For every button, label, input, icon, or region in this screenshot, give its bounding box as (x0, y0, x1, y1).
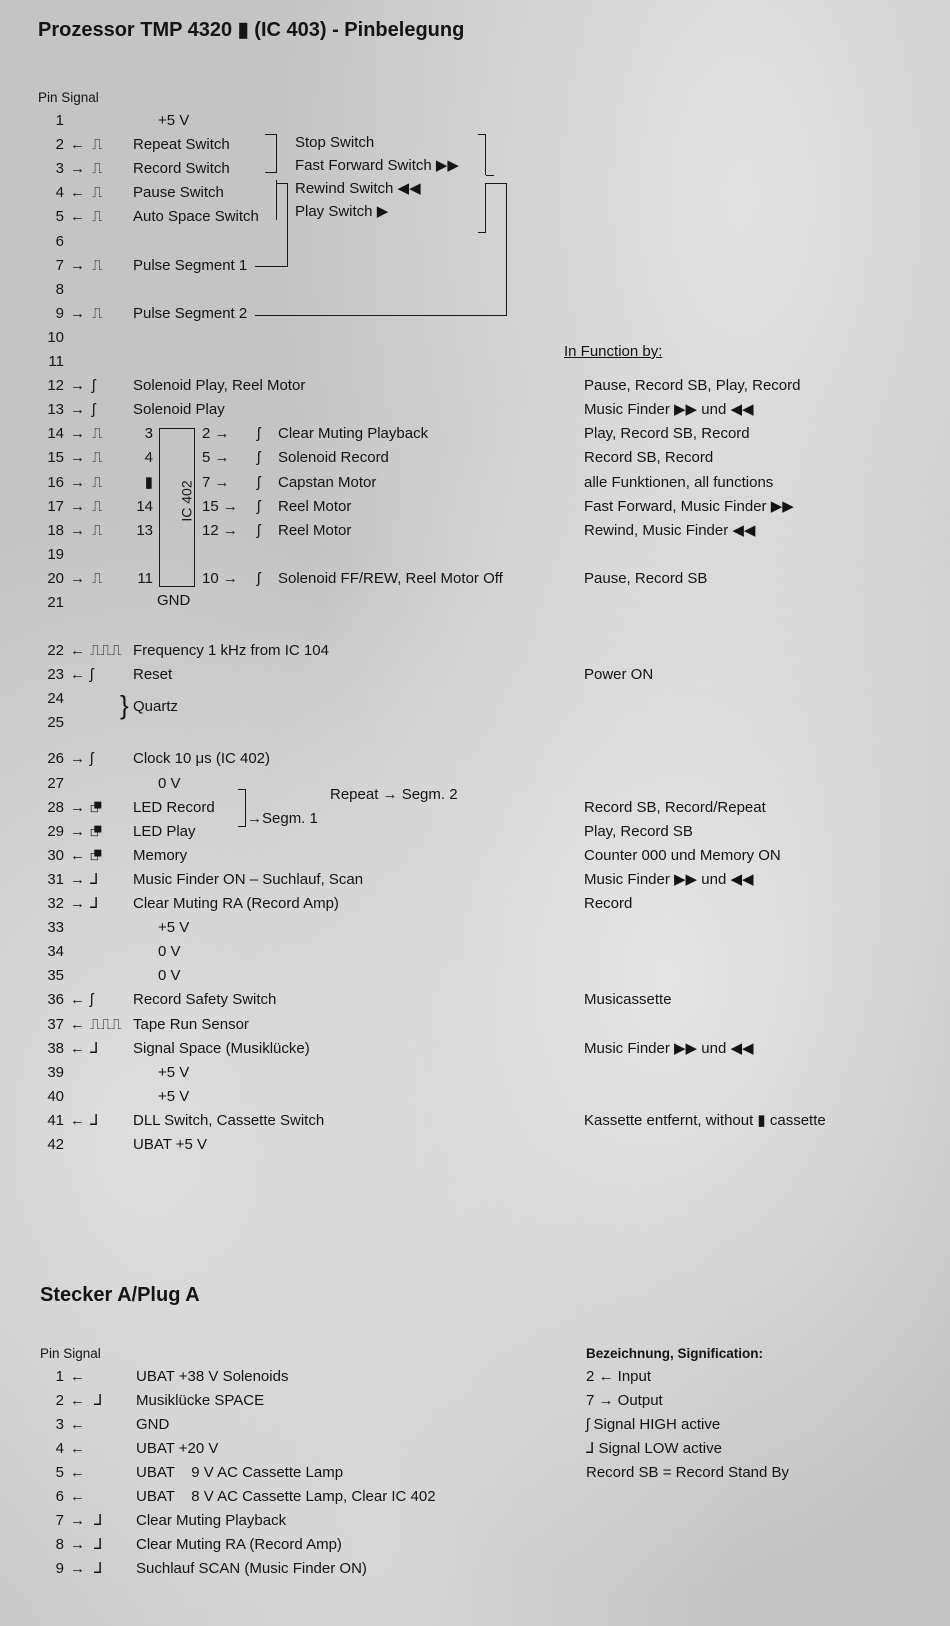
plug-pin-number: 2 (55, 1392, 64, 1409)
page-title: Prozessor TMP 4320 ▮ (IC 403) - Pinbelegung (38, 19, 465, 41)
pin-direction: ← (70, 184, 85, 201)
signal-symbol: ⅃ (94, 1536, 103, 1553)
ic402-gnd: GND (157, 592, 191, 609)
pin-number: 25 (47, 714, 64, 731)
pin-direction: ← (70, 1040, 85, 1057)
signal-symbol: ⅃ (90, 895, 99, 912)
pin-direction: → (70, 750, 85, 767)
pin-number: 17 (47, 498, 64, 515)
pin-number: 13 (47, 401, 64, 418)
pin-signal-label: Music Finder ON – Suchlauf, Scan (133, 871, 364, 888)
ic402-left-pin: 14 (136, 498, 153, 515)
pin-number: 20 (47, 570, 64, 587)
pin-direction: → (70, 823, 85, 840)
signal-symbol: ⎍ (92, 570, 103, 587)
plug-signal-label: GND (136, 1416, 170, 1433)
pin-number: 16 (47, 474, 64, 491)
signal-symbol: ⎍ (92, 425, 103, 442)
pin-number: 6 (55, 233, 64, 250)
repeat-segm-label: Repeat → Segm. 2 (330, 786, 458, 803)
signal-symbol: ⅃ (90, 1112, 99, 1129)
ic402-output-label: Clear Muting Playback (278, 425, 429, 442)
ic402-left-pin: 3 (144, 425, 153, 442)
pin-direction: ← (70, 1392, 85, 1409)
pin-direction: → (70, 871, 85, 888)
ic402-output-pin: 10 → (202, 570, 238, 587)
pin-direction: → (70, 1512, 85, 1529)
signal-symbol: ʃ (90, 666, 94, 683)
ic402-output-pin: 12 → (202, 522, 238, 539)
pin-direction: → (70, 474, 85, 491)
pin-direction: ← (70, 1488, 85, 1505)
quartz-brace: } (120, 690, 129, 720)
pin-signal-label: +5 V (158, 112, 190, 129)
rew-switch-label: Rewind Switch ◀◀ (295, 180, 421, 197)
plug-signal-label: UBAT +38 V Solenoids (136, 1368, 289, 1385)
pin-number: 12 (47, 377, 64, 394)
ic402-left-pin: 4 (144, 449, 153, 466)
plug-signal-label: Suchlauf SCAN (Music Finder ON) (136, 1560, 367, 1577)
in-function-text: Record (584, 895, 633, 912)
pin-direction: ← (70, 1416, 85, 1433)
pin-direction: ← (70, 1464, 85, 1481)
pin-direction: → (70, 425, 85, 442)
signal-symbol: ⎍ (92, 184, 103, 201)
pin-direction: → (70, 449, 85, 466)
in-function-text: Play, Record SB, Record (584, 425, 750, 442)
pin-signal-label: 0 V (158, 967, 181, 984)
quartz-label: Quartz (133, 698, 179, 715)
signal-symbol: ⎍ (92, 136, 103, 153)
signal-symbol: ʃ (257, 522, 261, 539)
pin-direction: → (70, 257, 85, 274)
signal-symbol: ⮻ (90, 823, 103, 840)
ic402-output-pin: 7 → (202, 474, 230, 491)
pin-signal-label: Record Switch (133, 160, 230, 177)
signal-symbol: ʃ (90, 991, 94, 1008)
pin-number: 40 (47, 1088, 64, 1105)
signal-symbol: ⎍ (92, 474, 103, 491)
ic402-left-pin: 13 (136, 522, 153, 539)
pin-signal-label: Clear Muting RA (Record Amp) (133, 895, 339, 912)
pin-direction: → (70, 1560, 85, 1577)
in-function-text: Music Finder ▶▶ und ◀◀ (584, 1040, 754, 1057)
bracket-line (265, 172, 277, 173)
signal-symbol: ʃ (92, 377, 96, 394)
pin-signal-label: Pulse Segment 2 (133, 305, 248, 322)
plug-title: Stecker A/Plug A (40, 1284, 200, 1306)
legend-item: ⅃ Signal LOW active (586, 1440, 722, 1457)
pin-direction: ← (70, 1440, 85, 1457)
bracket-line (245, 789, 246, 827)
pin-direction: → (70, 1536, 85, 1553)
pin-direction: → (70, 498, 85, 515)
pin-direction: → (70, 895, 85, 912)
pin-signal-label: Tape Run Sensor (133, 1016, 249, 1033)
signal-symbol: ⎍ (92, 498, 103, 515)
in-function-text: Music Finder ▶▶ und ◀◀ (584, 401, 754, 418)
pin-number: 24 (47, 690, 64, 707)
plug-pin-number: 5 (55, 1464, 64, 1481)
in-function-text: Kassette entfernt, without ▮ cassette (584, 1112, 826, 1129)
pin-signal-label: Reset (133, 666, 173, 683)
pin-signal-label: +5 V (158, 919, 190, 936)
plug-signal-label: UBAT 8 V AC Cassette Lamp, Clear IC 402 (136, 1488, 436, 1505)
pin-number: 9 (55, 305, 64, 322)
legend-item: Record SB = Record Stand By (586, 1464, 790, 1481)
pin-signal-label: Record Safety Switch (133, 991, 277, 1008)
pin-direction: → (70, 570, 85, 587)
pin-direction: ← (70, 642, 85, 659)
play-switch-label: Play Switch ▶ (295, 203, 389, 220)
plug-signal-label: UBAT 9 V AC Cassette Lamp (136, 1464, 344, 1481)
pin-signal-label: Pause Switch (133, 184, 224, 201)
in-function-text: Pause, Record SB (584, 570, 708, 587)
plug-signal-label: Clear Muting RA (Record Amp) (136, 1536, 342, 1553)
signal-symbol: ⎍⎍⎍ (90, 1016, 122, 1033)
ic402-output-label: Reel Motor (278, 522, 352, 539)
pin-direction: ← (70, 991, 85, 1008)
pin-number: 8 (55, 281, 64, 298)
pin-signal-header: Pin Signal (38, 90, 99, 105)
signal-symbol: ⅃ (94, 1392, 103, 1409)
ic402-box (159, 428, 195, 429)
bracket-line (486, 183, 506, 184)
signal-symbol: ⅃ (94, 1512, 103, 1529)
bracket-line (276, 180, 277, 220)
pin-number: 4 (55, 184, 64, 201)
pin-signal-label: +5 V (158, 1088, 190, 1105)
plug-pin-header: Pin Signal (40, 1346, 101, 1361)
pin-number: 22 (47, 642, 64, 659)
plug-pin-number: 3 (55, 1416, 64, 1433)
pin-number: 19 (47, 546, 64, 563)
bracket-line (478, 232, 486, 233)
pin-direction: ← (70, 1368, 85, 1385)
pin-signal-label: Memory (133, 847, 188, 864)
plug-signal-label: Musiklücke SPACE (136, 1392, 265, 1409)
ic402-output-label: Reel Motor (278, 498, 352, 515)
pin-signal-label: Solenoid Play (133, 401, 225, 418)
pin-direction: → (70, 522, 85, 539)
in-function-text: alle Funktionen, all functions (584, 474, 774, 491)
in-function-text: Play, Record SB (584, 823, 693, 840)
ic402-box (159, 586, 195, 587)
ic402-output-pin: 5 → (202, 449, 230, 466)
bracket-line (238, 826, 246, 827)
pin-number: 27 (47, 775, 64, 792)
plug-pin-number: 6 (55, 1488, 64, 1505)
pin-direction: ← (70, 1016, 85, 1033)
pin-number: 39 (47, 1064, 64, 1081)
in-function-text: Musicassette (584, 991, 672, 1008)
legend-title: Bezeichnung, Signification: (586, 1346, 764, 1361)
in-function-text: Record SB, Record/Repeat (584, 799, 766, 816)
pin-signal-label: LED Play (133, 823, 196, 840)
plug-signal-label: UBAT +20 V (136, 1440, 219, 1457)
pin-number: 15 (47, 449, 64, 466)
pin-signal-label: DLL Switch, Cassette Switch (133, 1112, 325, 1129)
signal-symbol: ʃ (92, 401, 96, 418)
pin-direction: ← (70, 666, 85, 683)
bracket-line (287, 183, 288, 266)
pin-number: 18 (47, 522, 64, 539)
plug-pin-number: 7 (55, 1512, 64, 1529)
pin-number: 29 (47, 823, 64, 840)
plug-pin-number: 8 (55, 1536, 64, 1553)
pin-signal-label: Auto Space Switch (133, 208, 259, 225)
pin-number: 28 (47, 799, 64, 816)
pin-direction: → (70, 401, 85, 418)
pin-direction: → (70, 305, 85, 322)
signal-symbol: ʃ (257, 498, 261, 515)
signal-symbol: ʃ (257, 449, 261, 466)
signal-symbol: ⎍⎍⎍ (90, 642, 122, 659)
pin-number: 37 (47, 1016, 64, 1033)
plug-pin-number: 4 (55, 1440, 64, 1457)
ic402-output-pin: 15 → (202, 498, 238, 515)
signal-symbol: ⅃ (94, 1560, 103, 1577)
pin-number: 42 (47, 1136, 64, 1153)
signal-symbol: ʃ (257, 474, 261, 491)
pin-direction: ← (70, 1112, 85, 1129)
signal-symbol: ʃ (257, 570, 261, 587)
pin-direction: ← (70, 208, 85, 225)
pin-signal-label: 0 V (158, 775, 181, 792)
pin-direction: ← (70, 136, 85, 153)
pin-signal-label: Signal Space (Musiklücke) (133, 1040, 310, 1057)
in-function-text: Fast Forward, Music Finder ▶▶ (584, 498, 794, 515)
in-function-text: Rewind, Music Finder ◀◀ (584, 522, 756, 539)
plug-pin-number: 1 (55, 1368, 64, 1385)
stop-switch-label: Stop Switch (295, 134, 375, 151)
bracket-line (478, 134, 486, 135)
bracket-line (276, 134, 277, 173)
ic402-output-label: Capstan Motor (278, 474, 377, 491)
pin-signal-label: Clock 10 μs (IC 402) (133, 750, 271, 767)
bracket-line (485, 183, 486, 232)
pin-number: 10 (47, 329, 64, 346)
pin-number: 7 (55, 257, 64, 274)
pin-number: 35 (47, 967, 64, 984)
signal-symbol: ⎍ (92, 257, 103, 274)
signal-symbol: ⎍ (92, 522, 103, 539)
pin-signal-label: 0 V (158, 943, 181, 960)
in-function-text: Record SB, Record (584, 449, 714, 466)
pin-number: 23 (47, 666, 64, 683)
ic402-output-pin: 2 → (202, 425, 230, 442)
pin-direction: ← (70, 847, 85, 864)
pin-number: 41 (47, 1112, 64, 1129)
pin-number: 2 (55, 136, 64, 153)
pin-number: 38 (47, 1040, 64, 1057)
pin-direction: → (70, 160, 85, 177)
ff-switch-label: Fast Forward Switch ▶▶ (295, 157, 459, 174)
bracket-line (485, 134, 486, 175)
legend-item: ʃ Signal HIGH active (586, 1416, 721, 1433)
in-function-text: Counter 000 und Memory ON (584, 847, 781, 864)
ic402-label: IC 402 (178, 480, 195, 522)
ic402-box (159, 428, 160, 587)
signal-symbol: ⮻ (90, 799, 103, 816)
pin-signal-label: LED Record (133, 799, 215, 816)
signal-symbol: ⅃ (90, 871, 99, 888)
ic402-left-pin: ▮ (144, 474, 153, 491)
pin-number: 3 (55, 160, 64, 177)
signal-symbol: ʃ (257, 425, 261, 442)
segment2-line (255, 315, 507, 316)
bracket-line (486, 175, 494, 176)
pin-direction: → (70, 377, 85, 394)
in-function-text: Music Finder ▶▶ und ◀◀ (584, 871, 754, 888)
signal-symbol: ⎍ (92, 305, 103, 322)
pin-number: 26 (47, 750, 64, 767)
in-function-text: Power ON (584, 666, 654, 683)
in-function-text: Pause, Record SB, Play, Record (584, 377, 801, 394)
signal-symbol: ⎍ (92, 160, 103, 177)
pin-number: 31 (47, 871, 64, 888)
pin-number: 33 (47, 919, 64, 936)
ic402-output-label: Solenoid Record (278, 449, 389, 466)
pin-signal-label: Solenoid Play, Reel Motor (133, 377, 306, 394)
pin-number: 21 (47, 594, 64, 611)
pin-number: 11 (48, 353, 64, 370)
in-function-header: In Function by: (564, 343, 663, 360)
ic402-left-pin: 11 (137, 570, 153, 587)
pin-number: 34 (47, 943, 64, 960)
pin-number: 1 (55, 112, 64, 129)
pin-signal-label: Repeat Switch (133, 136, 230, 153)
signal-symbol: ⎍ (92, 208, 103, 225)
signal-symbol: ʃ (90, 750, 94, 767)
segment2-line (506, 183, 507, 315)
pin-direction: → (70, 799, 85, 816)
plug-signal-label: Clear Muting Playback (136, 1512, 287, 1529)
segment1-line (255, 266, 288, 267)
pin-number: 36 (47, 991, 64, 1008)
pin-number: 32 (47, 895, 64, 912)
pin-number: 30 (47, 847, 64, 864)
ic402-output-label: Solenoid FF/REW, Reel Motor Off (278, 570, 503, 587)
legend-item: 7 → Output (586, 1392, 663, 1409)
plug-pin-number: 9 (55, 1560, 64, 1577)
segm1-label: →Segm. 1 (247, 810, 318, 827)
signal-symbol: ⎍ (92, 449, 103, 466)
pin-signal-label: +5 V (158, 1064, 190, 1081)
pin-signal-label: Pulse Segment 1 (133, 257, 248, 274)
legend-item: 2 ← Input (586, 1368, 652, 1385)
signal-symbol: ⅃ (90, 1040, 99, 1057)
pin-number: 14 (47, 425, 64, 442)
pin-signal-label: Frequency 1 kHz from IC 104 (133, 642, 329, 659)
signal-symbol: ⮻ (90, 847, 103, 864)
pin-number: 5 (55, 208, 64, 225)
pin-signal-label: UBAT +5 V (133, 1136, 208, 1153)
